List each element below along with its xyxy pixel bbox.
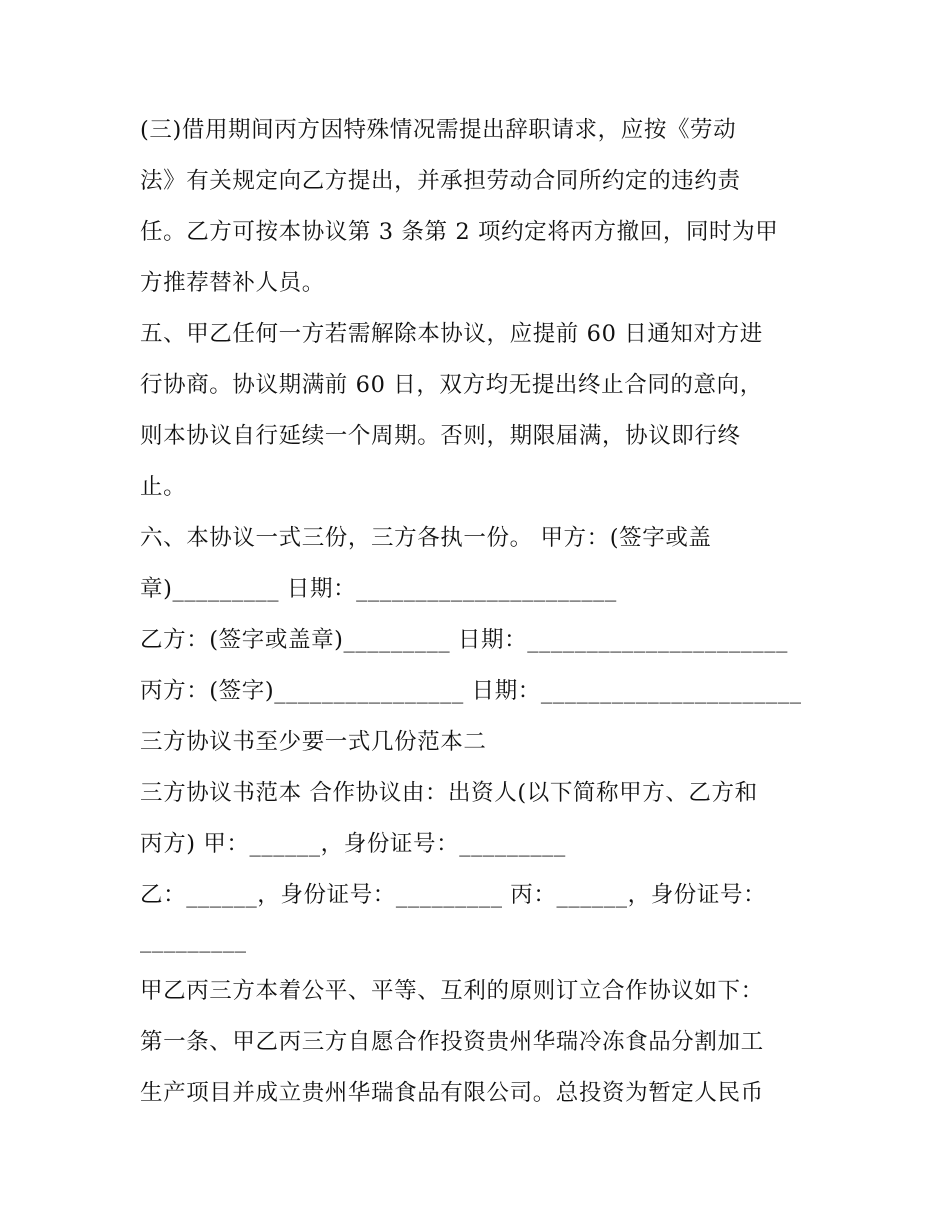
text-line: 生产项目并成立贵州华瑞食品有限公司。总投资为暂定人民币 (140, 1080, 764, 1106)
text-line: 行协商。协议期满前 60 日，双方均无提出终止合同的意向， (140, 372, 763, 398)
text-line: _________ (140, 927, 247, 953)
text-line: 方推荐替补人员。 (140, 270, 325, 296)
text-line: 任。乙方可按本协议第 3 条第 2 项约定将丙方撤回，同时为甲 (140, 219, 779, 245)
text-line: 三方协议书至少要一式几份范本二 (140, 729, 487, 755)
text-line: 乙：______，身份证号：_________ 丙：______，身份证号： (140, 882, 767, 908)
text-line: 第一条、甲乙丙三方自愿合作投资贵州华瑞冷冻食品分割加工 (140, 1029, 764, 1055)
text-line: 章)_________ 日期：______________________ (140, 576, 617, 602)
text-line: 丙方：(签字)________________ 日期：______________________ (140, 678, 802, 704)
text-line: 五、甲乙任何一方若需解除本协议，应提前 60 日通知对方进 (140, 321, 763, 347)
text-line: 止。 (140, 474, 187, 500)
text-line: 则本协议自行延续一个周期。否则，期限届满，协议即行终 (140, 423, 741, 449)
text-line: 甲乙丙三方本着公平、平等、互利的原则订立合作协议如下： (140, 978, 764, 1004)
text-line: 三方协议书范本 合作协议由：出资人(以下简称甲方、乙方和 (140, 780, 758, 806)
text-line: (三)借用期间丙方因特殊情况需提出辞职请求，应按《劳动 (140, 117, 737, 143)
text-line: 法》有关规定向乙方提出，并承担劳动合同所约定的违约责 (140, 168, 741, 194)
text-line: 六、本协议一式三份，三方各执一份。 甲方：(签字或盖 (140, 525, 712, 551)
text-line: 乙方：(签字或盖章)_________ 日期：______________________ (140, 627, 788, 653)
text-line: 丙方) 甲：______，身份证号：_________ (140, 831, 566, 857)
